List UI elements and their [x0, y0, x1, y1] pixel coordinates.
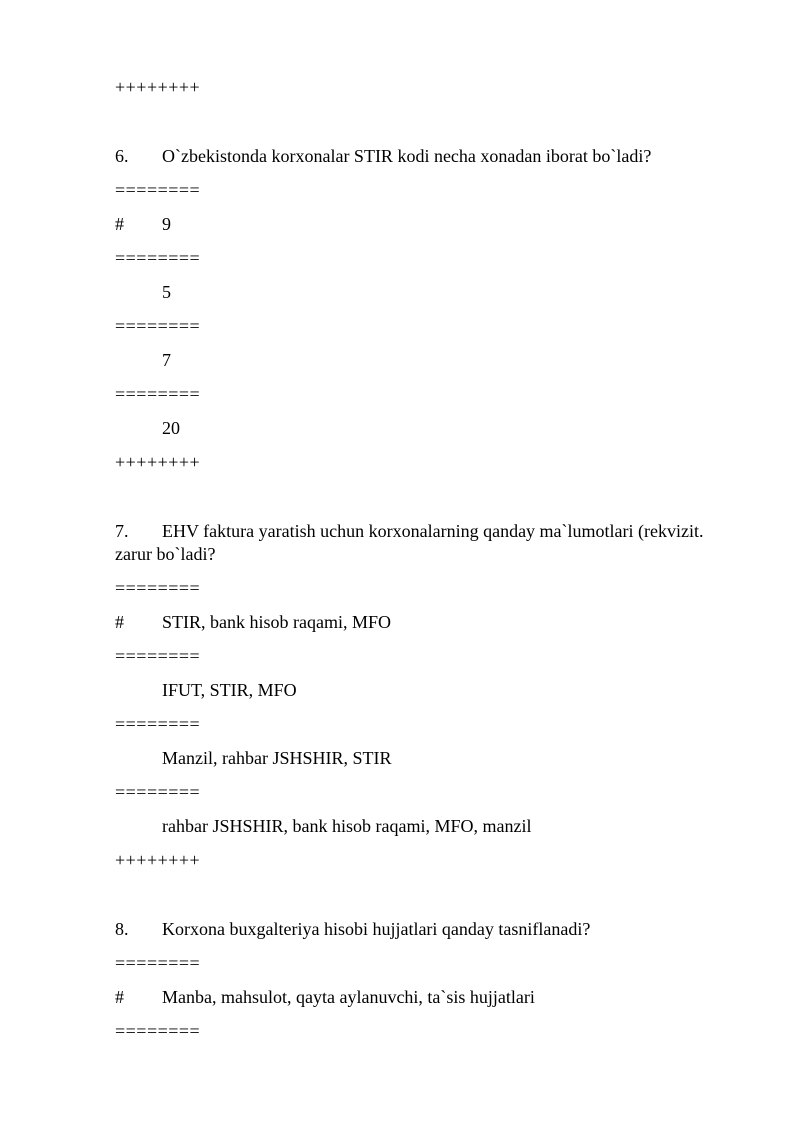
answer-option: IFUT, STIR, MFO	[162, 680, 297, 700]
answer-option: 9	[162, 214, 171, 234]
end-marker: ++++++++	[115, 452, 201, 472]
answer-option: 20	[162, 418, 180, 438]
correct-answer-mark: #	[115, 612, 124, 632]
answer-option: Manba, mahsulot, qayta aylanuvchi, ta`sis hujjatlari	[162, 987, 535, 1007]
separator: ========	[115, 180, 201, 200]
question-text: O`zbekistonda korxonalar STIR kodi necha xonadan iborat bo`ladi?	[162, 146, 652, 166]
separator: ========	[115, 248, 201, 268]
question-text: EHV faktura yaratish uchun korxonalarning qanday ma`lumotlari (rekvizit.	[162, 521, 704, 541]
question-number: 6.	[115, 146, 129, 166]
correct-answer-mark: #	[115, 987, 124, 1007]
separator: ========	[115, 646, 201, 666]
answer-option: 7	[162, 350, 171, 370]
question-number: 8.	[115, 919, 129, 939]
correct-answer-mark: #	[115, 214, 124, 234]
question-text-continued: zarur bo`ladi?	[115, 544, 216, 564]
separator: ========	[115, 316, 201, 336]
question-number: 7.	[115, 521, 129, 541]
answer-option: STIR, bank hisob raqami, MFO	[162, 612, 391, 632]
separator: ========	[115, 578, 201, 598]
separator: ========	[115, 714, 201, 734]
separator: ========	[115, 953, 201, 973]
separator: ========	[115, 1021, 201, 1041]
end-marker: ++++++++	[115, 850, 201, 870]
separator: ========	[115, 782, 201, 802]
answer-option: rahbar JSHSHIR, bank hisob raqami, MFO, manzil	[162, 816, 532, 836]
answer-option: Manzil, rahbar JSHSHIR, STIR	[162, 748, 392, 768]
end-marker: ++++++++	[115, 77, 201, 97]
answer-option: 5	[162, 282, 171, 302]
separator: ========	[115, 384, 201, 404]
question-text: Korxona buxgalteriya hisobi hujjatlari qanday tasniflanadi?	[162, 919, 591, 939]
